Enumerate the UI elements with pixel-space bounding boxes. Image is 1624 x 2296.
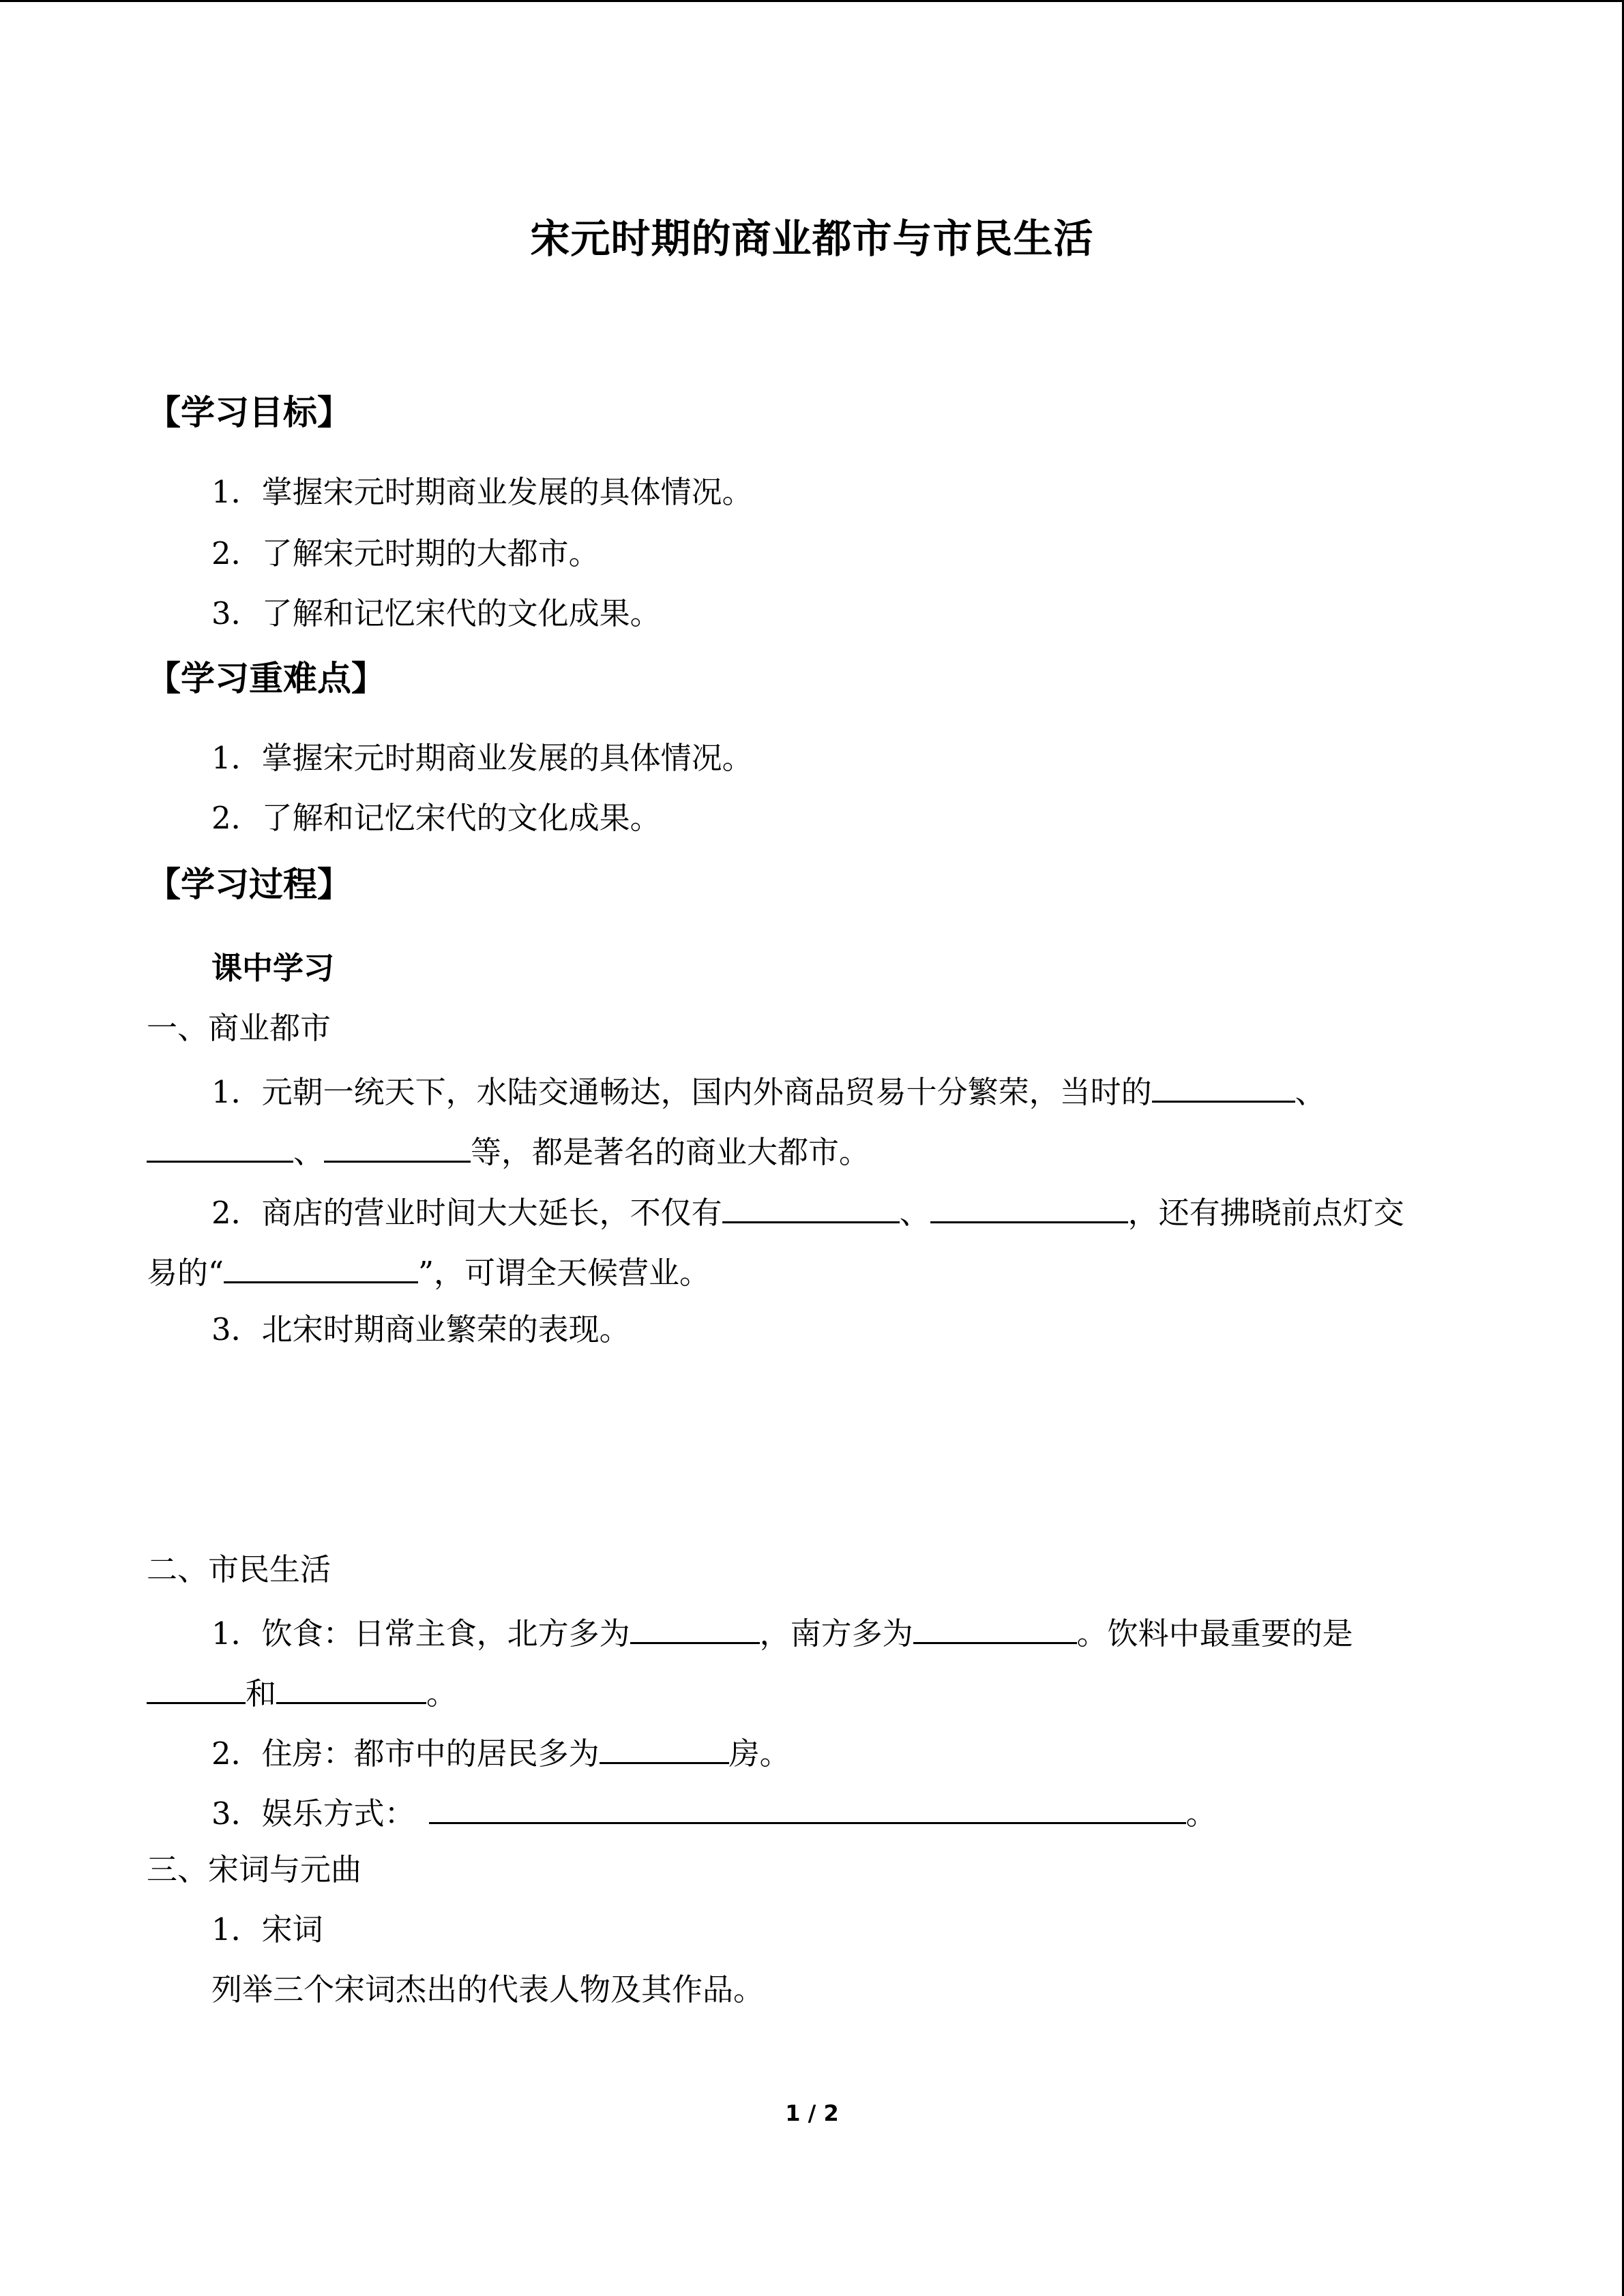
separator: 、 [293, 1134, 325, 1170]
p2q1-text-5: 。 [426, 1675, 458, 1712]
p2-question-1-line1 [211, 1608, 1353, 1656]
part2-title: 二、市民生活 [147, 1551, 331, 1587]
p2q2-text-end: 房。 [728, 1735, 791, 1772]
part1-title: 一、商业都市 [147, 1010, 331, 1046]
answer-blank[interactable] [913, 1608, 1077, 1644]
lesson-subheading: 课中学习 [211, 950, 335, 986]
q1-text-end: 等，都是著名的商业大都市。 [471, 1134, 870, 1170]
p2q3-text-end: 。 [1185, 1795, 1217, 1832]
answer-blank[interactable] [147, 1668, 246, 1704]
answer-blank[interactable] [600, 1728, 729, 1764]
q1-text: 1．元朝一统天下，水陆交通畅达，国内外商品贸易十分繁荣，当时的 [211, 1074, 1152, 1110]
p2q1-text-4: 和 [246, 1675, 277, 1712]
p2-question-1-line2 [147, 1668, 457, 1716]
p3-question-1-desc: 列举三个宋词杰出的代表人物及其作品。 [211, 1971, 765, 2008]
answer-blank[interactable] [324, 1127, 471, 1163]
key-heading: 【学习重难点】 [147, 658, 385, 698]
p2-question-3 [211, 1788, 1217, 1836]
q2-text-2: 易的“ [147, 1255, 224, 1291]
p2q3-text: 3．娱乐方式： [211, 1795, 415, 1832]
answer-blank[interactable] [630, 1608, 760, 1644]
question-2-line2 [147, 1247, 710, 1295]
p2q1-text-3: 。饮料中最重要的是 [1076, 1615, 1353, 1652]
p3-question-1: 1．宋词 [211, 1911, 323, 1948]
answer-blank[interactable] [276, 1668, 426, 1704]
page-title: 宋元时期的商业都市与市民生活 [530, 215, 1094, 262]
separator: 、 [899, 1195, 930, 1231]
question-1-line2 [147, 1127, 870, 1174]
separator: 、 [1295, 1074, 1326, 1110]
goal-item: 2．了解宋元时期的大都市。 [211, 535, 600, 571]
q2-text: 2．商店的营业时间大大延长，不仅有 [211, 1195, 722, 1231]
answer-blank[interactable] [722, 1187, 900, 1223]
q2-text-end: ，还有拂晓前点灯交 [1127, 1195, 1404, 1231]
part3-title: 三、宋词与元曲 [147, 1851, 362, 1888]
answer-blank[interactable] [224, 1247, 418, 1283]
page-number: 1 / 2 [785, 2100, 839, 2126]
process-heading: 【学习过程】 [147, 864, 351, 904]
goal-item: 3．了解和记忆宋代的文化成果。 [211, 595, 661, 631]
q2-text-3: ”，可谓全天候营业。 [418, 1255, 711, 1291]
question-2-line1 [211, 1187, 1404, 1235]
p2q1-text-2: ，南方多为 [759, 1615, 913, 1652]
question-1-line1 [211, 1067, 1326, 1114]
goals-heading: 【学习目标】 [147, 392, 351, 432]
p2-question-2 [211, 1728, 791, 1776]
answer-blank[interactable] [147, 1127, 293, 1163]
answer-blank[interactable] [930, 1187, 1128, 1223]
key-item: 1．掌握宋元时期商业发展的具体情况。 [211, 740, 753, 776]
p2q1-text: 1．饮食：日常主食，北方多为 [211, 1615, 630, 1652]
p2q2-text: 2．住房：都市中的居民多为 [211, 1735, 600, 1772]
top-border [0, 0, 1624, 2]
goal-item: 1．掌握宋元时期商业发展的具体情况。 [211, 474, 753, 510]
question-3: 3．北宋时期商业繁荣的表现。 [211, 1311, 630, 1347]
answer-blank[interactable] [429, 1788, 1186, 1824]
answer-blank[interactable] [1152, 1067, 1295, 1103]
key-item: 2．了解和记忆宋代的文化成果。 [211, 800, 661, 836]
